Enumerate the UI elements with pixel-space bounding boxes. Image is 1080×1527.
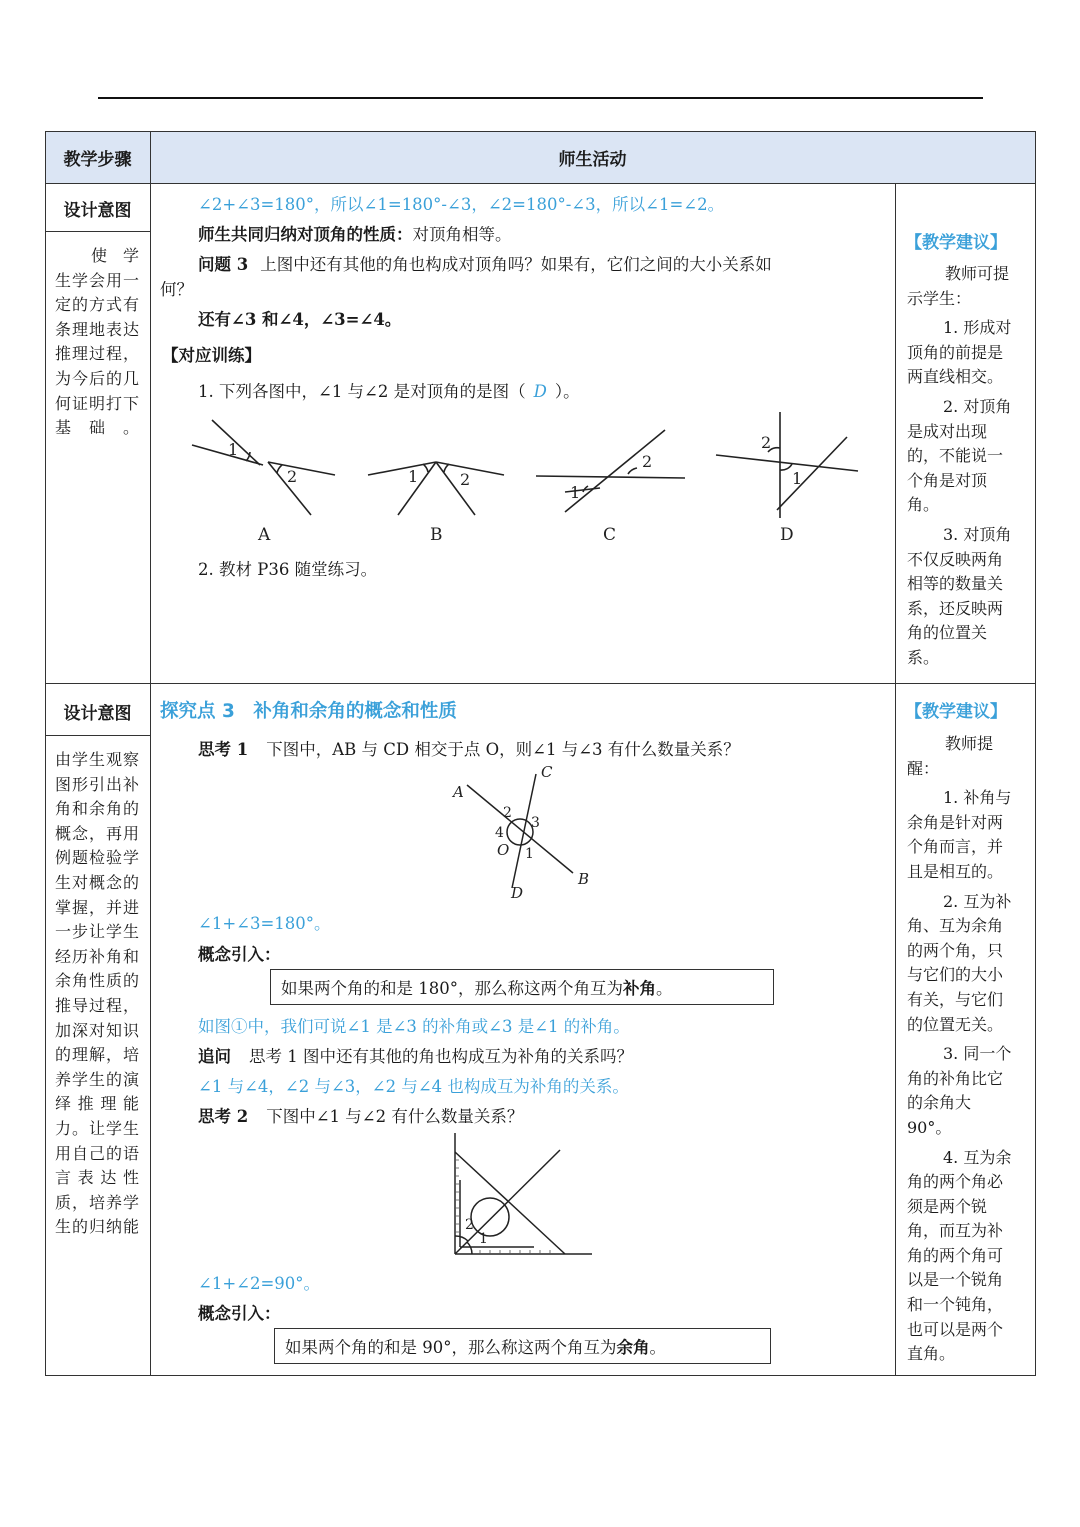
suggestion-line: 有关，与它们 [907,989,1004,1009]
grid-line [45,735,150,736]
suggestion-line: 与它们的大小 [907,965,1004,985]
suggestion-line: 的位置无关。 [907,1014,1004,1034]
training-heading: 【对应训练】 [162,346,261,365]
fig-b-arc [423,464,428,472]
question3-label: 问题 3 [198,255,249,274]
angle-2-arc [455,1236,468,1241]
definition-term: 余角 [616,1338,650,1357]
suggestion-line: 1. 形成对 [943,318,1012,338]
suggestion-line: 3. 同一个 [943,1044,1012,1064]
top-rule [98,97,983,99]
header-steps [45,131,150,183]
exercise1-suffix: ）。 [554,382,580,401]
point-a: A [453,783,464,801]
definition-box-complementary [274,1328,771,1364]
suggestion-line: 教师提 [945,734,994,753]
suggestion-line: 90°。 [907,1117,952,1137]
fig-d-arc [780,464,792,470]
suggestion-line: 系。 [907,647,940,667]
design-intent-label-2: 设计意图 [63,704,132,724]
suggestion-line: 醒： [907,758,940,778]
question3-line [198,251,772,275]
question3-cont: 何？ [160,280,193,299]
suggestion-line: 也可以是两个 [907,1319,1004,1339]
question3-answer: 还有∠3 和∠4，∠3=∠4。 [198,310,402,329]
suggestion-line: 是成对出现 [907,421,988,441]
fig-c-arc [628,468,637,474]
fig-label-a: A [258,525,271,545]
fig-label-d: D [780,525,794,545]
angle-2: 2 [503,805,512,821]
design-intent-label-1: 设计意图 [63,201,132,221]
think1-text: 下图中，AB 与 CD 相交于点 O，则∠1 与∠3 有什么数量关系？ [266,740,740,759]
angle-2-label: 2 [465,1217,474,1233]
point-d: D [511,884,524,902]
think1-answer: ∠1+∠3=180°。 [198,914,331,933]
definition-text: 如果两个角的和是 90°，那么称这两个角互为 [285,1338,617,1357]
fig-b-line [368,462,436,475]
angle-4: 4 [495,825,504,841]
design-intent-text-1: 使学生学会用一定的方式有条理地表达推理过程，为今后的几何证明打下基础。 [55,246,141,438]
suggestion-line: 2. 互为补 [943,891,1012,911]
suggestion-line: 系，还反映两 [907,598,1004,618]
exercise1-answer: D [533,382,547,401]
suggestion-line: 角的两个角可 [907,1245,1004,1265]
suggestion-line: 1. 补角与 [943,788,1012,808]
header-activities-label: 师生活动 [558,149,627,170]
suggestion-line: 两直线相交。 [907,367,1004,387]
suggestion-line: 个角是对顶 [907,470,988,490]
proof-line: ∠2+∠3=180°，所以∠1=180°-∠3，∠2=180°-∠3，所以∠1=∠2。 [198,195,725,214]
fig-a-arc [277,465,282,473]
fig-b-angle2: 2 [460,470,471,489]
suggestion-line: 和一个钝角， [907,1295,1004,1315]
fig-a-angle2: 2 [287,467,298,486]
suggestion-line: 直角。 [907,1344,956,1364]
exercise1 [198,378,580,402]
fig-b-angle1: 1 [408,467,419,486]
grid-line [150,131,151,1376]
suggestion-line: 角、互为余角 [907,916,1004,936]
fig-d-angle1: 1 [792,469,803,488]
fig-c-angle2: 2 [642,452,653,471]
angle-1-arc [467,1242,472,1254]
suggestion-title-1: 【教学建议】 [905,233,1007,253]
fig-d-angle2: 2 [761,433,772,452]
property-text: 对顶角相等。 [412,225,512,244]
definition-text: 如果两个角的和是 180°，那么称这两个角互为 [281,979,623,998]
definition-term: 补角 [623,979,656,998]
fig-d-line [777,437,847,510]
grid-line [45,131,46,1376]
suggestion-line: 以是一个锐角 [907,1270,1004,1290]
header-steps-label: 教学步骤 [63,149,132,170]
think2-label: 思考 2 [198,1107,249,1126]
grid-line [1035,131,1036,1376]
suggestion-title-2: 【教学建议】 [905,702,1007,722]
property-line [198,221,512,245]
suggestion-line: 3. 对顶角 [943,524,1012,544]
point-c: C [541,763,553,781]
suggestion-line: 顶角的前提是 [907,342,1004,362]
grid-line [45,131,1036,132]
definition-end: 。 [656,979,673,998]
suggestion-line: 教师可提 [945,264,1010,283]
fig-label-c: C [603,525,617,545]
definition-end: 。 [649,1338,666,1357]
suggestion-line: 不仅反映两角 [907,549,1004,569]
section-title: 探究点 3 补角和余角的概念和性质 [160,701,457,722]
think1-label: 思考 1 [198,740,249,759]
suggestion-line: 的，不能说一 [907,446,1004,466]
concept-intro-2: 概念引入： [198,1304,281,1323]
think2-answer: ∠1+∠2=90°。 [198,1274,321,1293]
think2-text: 下图中∠1 与∠2 有什么数量关系？ [266,1107,524,1126]
definition-box-supplementary [270,969,774,1005]
point-o: O [497,841,510,859]
suggestion-line: 示学生： [907,288,972,308]
followup-label: 追问 [198,1047,231,1066]
think2-figure [450,1130,600,1260]
suggestion-text-2 [907,732,1027,1367]
think1-line [198,736,740,760]
grid-line [895,183,896,1376]
suggestion-line: 角的补角比它 [907,1068,1004,1088]
suggestion-text-1 [907,262,1027,671]
exercise1-figures [150,400,895,560]
followup-answer: ∠1 与∠4，∠2 与∠3，∠2 与∠4 也构成互为补角的关系。 [198,1077,629,1096]
suggestion-line: 2. 对顶角 [943,396,1012,416]
suggestion-line: 角的两个角必 [907,1172,1004,1192]
point-b: B [578,870,590,888]
suggestion-line: 角，而互为补 [907,1221,1004,1241]
fig-c-line [536,476,685,478]
angle-3: 3 [531,815,540,831]
figure-note: 如图①中，我们可说∠1 是∠3 的补角或∠3 是∠1 的补角。 [198,1017,630,1036]
exercise1-text: 1. 下列各图中，∠1 与∠2 是对顶角的是图（ [198,382,526,401]
suggestion-line: 的两个角，只 [907,940,1004,960]
suggestion-line: 的余角大 [907,1093,972,1113]
exercise2: 2. 教材 P36 随堂练习。 [198,560,378,579]
suggestion-line: 相等的数量关 [907,574,1004,594]
grid-line [45,231,150,232]
suggestion-line: 角的位置关 [907,623,988,643]
fig-b-arc [444,464,449,472]
angle-1: 1 [525,846,534,862]
grid-line [45,183,1036,184]
suggestion-line: 须是两个锐 [907,1196,988,1216]
fig-label-b: B [430,525,443,545]
grid-line [45,683,1036,684]
line-ab [467,785,573,873]
angle-circle [507,819,533,845]
grid-line [45,1375,1036,1376]
question3-text: 上图中还有其他的角也构成对顶角吗？如果有，它们之间的大小关系如 [260,255,772,274]
concept-intro-1: 概念引入： [198,945,281,964]
fig-a-angle1: 1 [228,440,239,459]
suggestion-line: 且是相互的。 [907,861,1004,881]
header-activities [150,131,1035,183]
suggestion-line: 余角是针对两 [907,812,1004,832]
set-square-hole [471,1198,509,1236]
design-intent-text-2: 由学生观察图形引出补角和余角的概念，再用例题检验学生对概念的掌握，并进一步让学生经历补角和余角性质的推导过程，加深对知识的理解，培养学生的演绎推理能力。让学生用自己的语言表达性质，培养学生的归纳能 [55,750,141,1237]
fig-c-angle1: 1 [570,483,581,502]
think1-figure [440,760,600,902]
suggestion-line: 4. 互为余 [943,1147,1012,1167]
angle-1-label: 1 [479,1231,488,1247]
think2-line [198,1103,523,1127]
property-lead: 师生共同归纳对顶角的性质： [198,225,413,244]
followup-line [198,1043,633,1067]
suggestion-line: 个角而言，并 [907,837,1004,857]
followup-text: 思考 1 图中还有其他的角也构成互为补角的关系吗？ [249,1047,633,1066]
suggestion-line: 角。 [907,495,940,515]
